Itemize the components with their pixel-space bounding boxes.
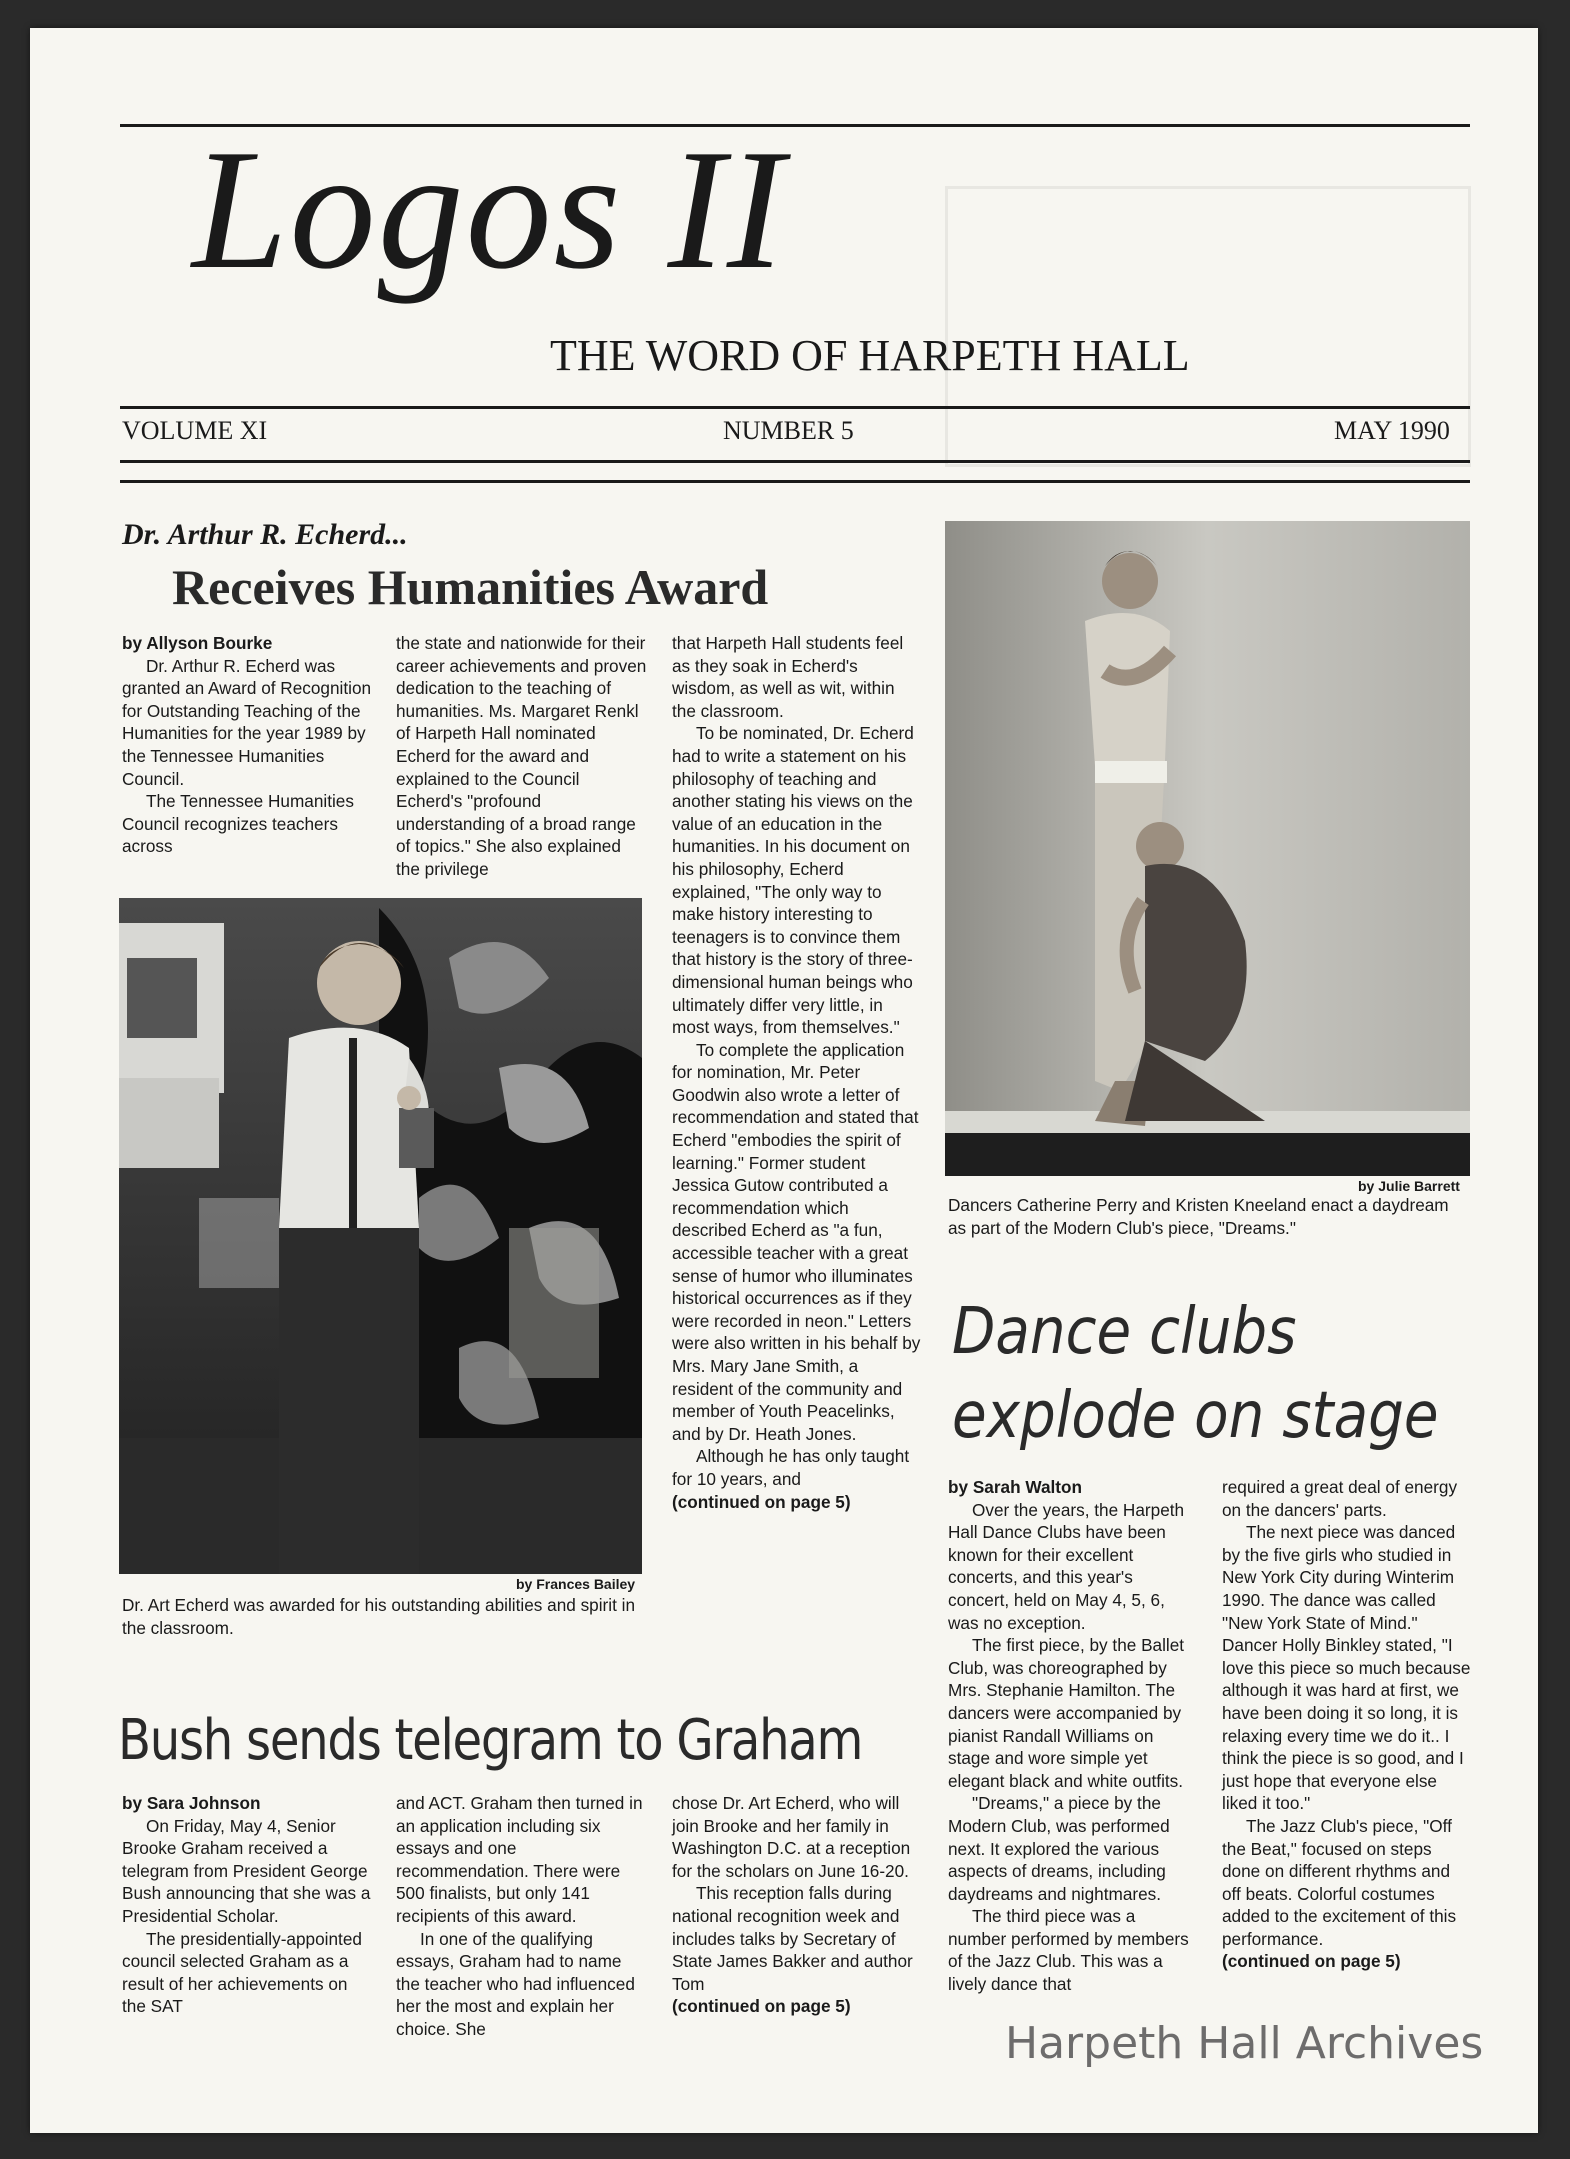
paragraph: The Jazz Club's piece, "Off the Beat," focused on steps done on different rhythms and off beats. Colorful costumes added to the excitement of this performance.	[1222, 1815, 1457, 1949]
bush-column-3	[672, 1792, 922, 2018]
paragraph: To complete the application for nomination, Mr. Peter Goodwin also wrote a letter of recommendation and stated that Echerd "embodies the spirit of learning." Former student Jessica Gutow contributed a recommendation which described Echerd as "a fun, accessible teacher with a great sense of humor who illuminates historical occurrences as if they were recorded in neon." Letters were also written in his behalf by Mrs. Mary Jane Smith, a resident of the community and member of Youth Peacelinks, and by Dr. Heath Jones.	[672, 1039, 921, 1444]
dance-headline-line-2: explode on stage	[952, 1379, 1439, 1453]
echerd-column-2	[396, 632, 648, 881]
paragraph: To be nominated, Dr. Echerd had to write a statement on his philosophy of teaching and another stating his views on the value of an education in the humanities. In his document on his philosophy, Echerd explained, "The only way to make history interesting to teenagers is to convince them that history is the story of three-dimensional human beings who ultimately differ very little, in most ways, from themselves."	[672, 723, 914, 1038]
dance-photo-caption: Dancers Catherine Perry and Kristen Kneeland enact a daydream as part of the Modern Club's piece, "Dreams."	[948, 1195, 1449, 1238]
dateline-rule-1	[120, 460, 1470, 463]
paragraph: This reception falls during national recognition week and includes talks by Secretary of State James Bakker and author Tom	[672, 1883, 913, 1994]
echerd-photo-image	[119, 898, 642, 1574]
paragraph: On Friday, May 4, Senior Brooke Graham received a telegram from President George Bush announcing that she was a Presidential Scholar.	[122, 1815, 371, 1926]
dance-headline-line-1: Dance clubs	[952, 1295, 1297, 1369]
byline: by Sarah Walton	[948, 1477, 1083, 1497]
paragraph: The presidentially-appointed council selected Graham as a result of her achievements on the SAT	[122, 1928, 362, 2017]
byline: by Allyson Bourke	[122, 633, 273, 653]
paragraph: The Tennessee Humanities Council recognizes teachers across	[122, 791, 354, 857]
paragraph: the state and nationwide for their career achievements and proven dedication to the teaching of humanities. Ms. Margaret Renkl of Harpeth Hall nominated Echerd for the award and explained to the Council Echerd's "profound understanding of a broad range of topics." She also explained the privilege	[396, 633, 647, 879]
bush-column-2	[396, 1792, 648, 2041]
paragraph: The first piece, by the Ballet Club, was choreographed by Mrs. Stephanie Hamilton. The dancers were accompanied by pianist Randall Williams on stage and wore simple yet elegant black and white outfits.	[948, 1635, 1185, 1791]
paragraph: In one of the qualifying essays, Graham had to name the teacher who had influenced her the most and explain her choice. She	[396, 1928, 635, 2039]
masthead-subtitle: THE WORD OF HARPETH HALL	[550, 331, 1190, 380]
continued-note: (continued on page 5)	[1222, 1951, 1401, 1972]
continued-note: (continued on page 5)	[672, 1491, 851, 1512]
dateline-rule-2	[120, 480, 1470, 483]
dance-column-2	[1222, 1476, 1472, 1973]
masthead-rule	[120, 406, 1470, 409]
volume-label: VOLUME XI	[122, 416, 268, 445]
paragraph: chose Dr. Art Echerd, who will join Brooke and her family in Washington D.C. at a reception for the scholars on June 16-20.	[672, 1793, 911, 1881]
archive-watermark: Harpeth Hall Archives	[1005, 2018, 1484, 2069]
dance-column-1	[948, 1476, 1198, 1996]
echerd-photo-caption: Dr. Art Echerd was awarded for his outstanding abilities and spirit in the classroom.	[122, 1595, 636, 1638]
paragraph: and ACT. Graham then turned in an application including six essays and one recommendation. There were 500 finalists, but only 141 recipients of this award.	[396, 1793, 643, 1926]
article-headline: Receives Humanities Award	[172, 559, 769, 615]
bush-headline: Bush sends telegram to Graham	[118, 1708, 863, 1773]
paragraph: required a great deal of energy on the dancers' parts.	[1222, 1477, 1458, 1520]
paragraph: "Dreams," a piece by the Modern Club, was performed next. It explored the various aspects of dreams, including daydreams and nightmares.	[948, 1793, 1170, 1904]
dance-photo-credit: by Julie Barrett	[1358, 1178, 1460, 1194]
issue-number: NUMBER 5	[723, 416, 854, 445]
paragraph: Over the years, the Harpeth Hall Dance Clubs have been known for their excellent concerts, and this year's concert, held on May 4, 5, 6, was no exception.	[948, 1499, 1185, 1633]
paragraph: The third piece was a number performed by members of the Jazz Club. This was a lively dance that	[948, 1906, 1189, 1995]
continued-note: (continued on page 5)	[672, 1996, 851, 2017]
newspaper-page	[30, 28, 1538, 2133]
echerd-photo	[119, 898, 642, 1574]
paragraph: Although he has only taught for 10 years, and	[672, 1446, 910, 1489]
dance-photo-image	[945, 521, 1470, 1176]
bush-column-1	[122, 1792, 372, 2018]
masthead-title: Logos II	[192, 115, 787, 305]
issue-date: MAY 1990	[1334, 416, 1450, 445]
echerd-photo-credit: by Frances Bailey	[516, 1576, 636, 1592]
article-kicker: Dr. Arthur R. Echerd...	[122, 518, 408, 551]
dance-headline	[952, 1290, 1439, 1458]
dance-photo	[945, 521, 1470, 1176]
byline: by Sara Johnson	[122, 1793, 261, 1813]
paragraph: that Harpeth Hall students feel as they soak in Echerd's wisdom, as well as wit, within the classroom.	[672, 633, 904, 721]
paragraph: Dr. Arthur R. Echerd was granted an Award of Recognition for Outstanding Teaching of the Humanities for the year 1989 by the Tennessee Humanities Council.	[122, 655, 372, 789]
paragraph: The next piece was danced by the five girls who studied in New York City during Winterim 1990. The dance was called "New York State of Mind." Dancer Holly Binkley stated, "I love this piece so much because although it was hard at first, we have been doing it so long, it is relaxing every time we do it.. I think the piece is so good, and I just hope that everyone else liked it too."	[1222, 1522, 1471, 1814]
echerd-column-1	[122, 632, 372, 858]
echerd-column-3	[672, 632, 922, 1513]
